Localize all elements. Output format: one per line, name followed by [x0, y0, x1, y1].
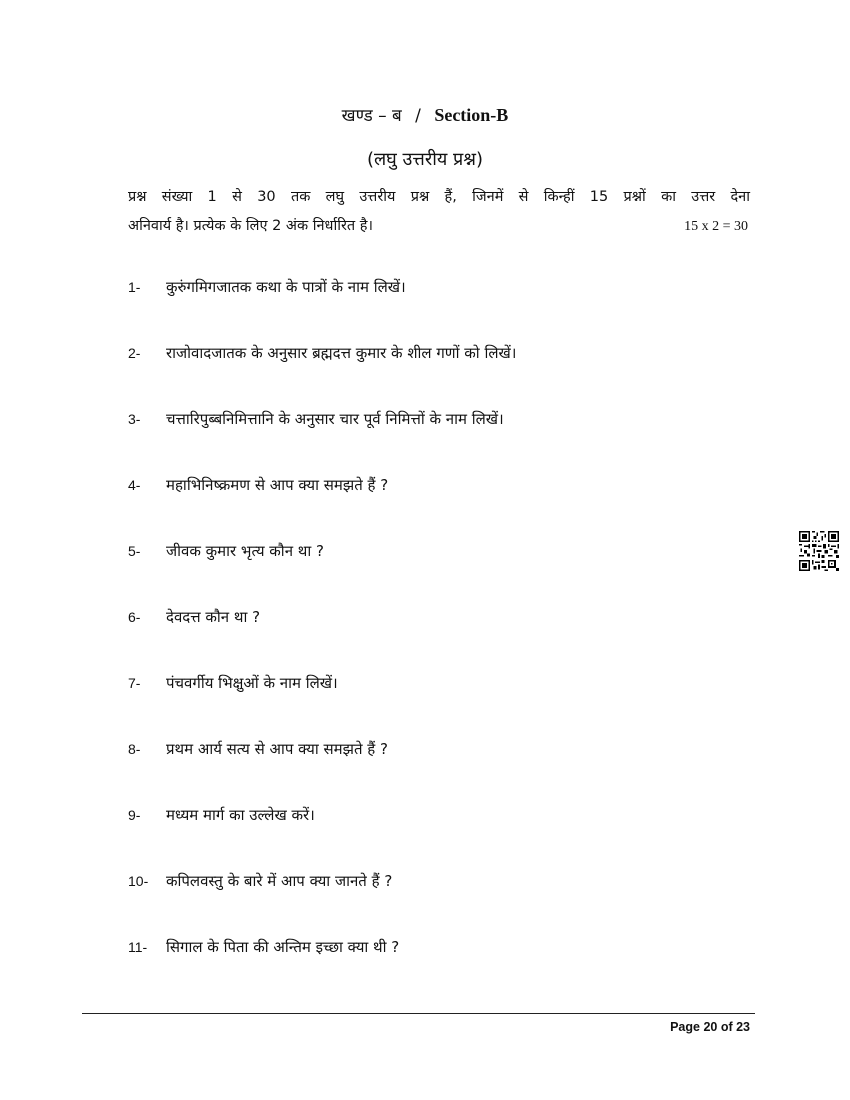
question-item — [128, 804, 768, 870]
question-text: चत्तारिपुब्बनिमित्तानि के अनुसार चार पूर्व निमित्तों के नाम लिखें। — [166, 410, 504, 428]
question-number: 4- — [128, 477, 141, 493]
question-text: सिगाल के पिता की अन्तिम इच्छा क्या थी ? — [166, 938, 400, 956]
question-number: 2- — [128, 345, 141, 361]
question-item — [128, 474, 768, 540]
section-title-separator: / — [415, 106, 421, 126]
question-number: 5- — [128, 543, 141, 559]
question-item — [128, 540, 768, 606]
question-text: राजोवादजातक के अनुसार ब्रह्मदत्त कुमार के शील गणों को लिखें। — [166, 344, 517, 362]
question-item — [128, 936, 768, 1002]
section-subtitle: (लघु उत्तरीय प्रश्न) — [366, 149, 484, 170]
question-item — [128, 408, 768, 474]
question-item — [128, 606, 768, 672]
question-list — [128, 276, 768, 1002]
question-text: देवदत्त कौन था ? — [166, 608, 261, 626]
question-number: 9- — [128, 807, 141, 823]
question-text: मध्यम मार्ग का उल्लेख करें। — [166, 806, 315, 824]
page-number: Page 20 of 23 — [670, 1020, 750, 1034]
question-number: 10- — [128, 873, 149, 889]
question-item — [128, 672, 768, 738]
section-title-hindi: खण्ड – ब — [341, 106, 402, 126]
instructions — [128, 183, 750, 241]
marks-formula: 15 x 2 = 30 — [684, 219, 748, 234]
instructions-line-2-wrap — [128, 212, 750, 241]
question-number: 7- — [128, 675, 141, 691]
question-text: कुरुंगमिगजातक कथा के पात्रों के नाम लिखें। — [166, 278, 406, 296]
question-number: 1- — [128, 279, 141, 295]
question-item — [128, 276, 768, 342]
footer-divider — [82, 1013, 755, 1014]
question-item — [128, 870, 768, 936]
question-text: महाभिनिष्क्रमण से आप क्या समझते हैं ? — [166, 476, 389, 494]
section-title-english: Section-B — [434, 105, 509, 125]
question-text: पंचवर्गीय भिक्षुओं के नाम लिखें। — [166, 674, 338, 692]
question-number: 6- — [128, 609, 141, 625]
instructions-line-1: प्रश्न संख्या 1 से 30 तक लघु उत्तरीय प्रश्न हैं, जिनमें से किन्हीं 15 प्रश्नों का उत्तर देना — [128, 189, 750, 205]
question-text: प्रथम आर्य सत्य से आप क्या समझते हैं ? — [166, 740, 388, 758]
question-text: कपिलवस्तु के बारे में आप क्या जानते हैं ? — [166, 872, 393, 890]
question-item — [128, 342, 768, 408]
question-number: 8- — [128, 741, 141, 757]
section-title — [0, 103, 850, 126]
qr-code-icon — [799, 531, 839, 571]
instructions-line-2: अनिवार्य है। प्रत्येक के लिए 2 अंक निर्धारित है। — [128, 218, 373, 234]
question-item — [128, 738, 768, 804]
question-number: 11- — [128, 939, 148, 955]
question-text: जीवक कुमार भृत्य कौन था ? — [166, 542, 324, 560]
question-number: 3- — [128, 411, 141, 427]
